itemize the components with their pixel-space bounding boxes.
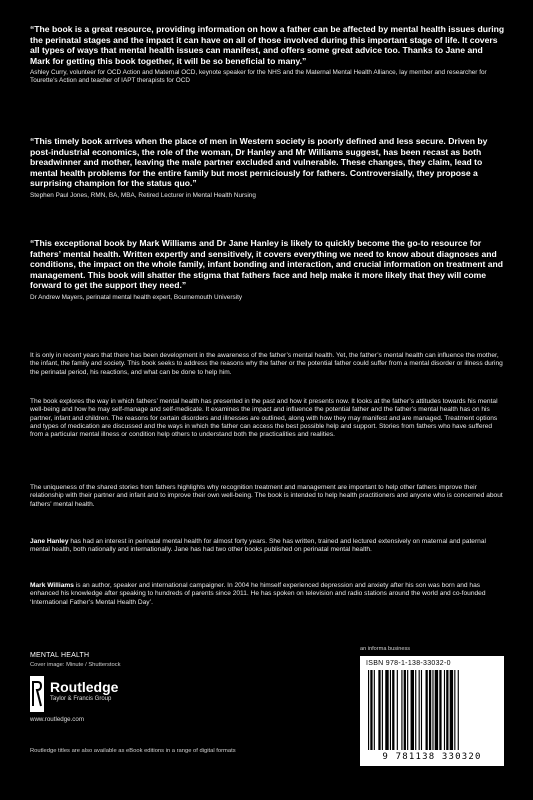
description-text: The book explores the way in which fathers’ mental health has presented in the past and how it presents now. It looks at the father’s attitudes towards his mental well-being and how he may self-manage and self-medicate. It examines the impact and influence the potential father and the father’s mental health has on his partner, infant and children. The reasons for certain disorders and illnesses are outlined, along with how they may manifest and are managed. Treatment options and types of medication are discussed and the ways in which the father can access the best possible help and support. Stories from fathers who have suffered from a particular mental illness or condition help others to understand both the practicalities and realities. [30, 398, 498, 439]
author-bio-text [30, 538, 505, 555]
barcode-digits: 9 781138 330320 [382, 752, 482, 762]
review-1 [30, 24, 505, 85]
review-3 [30, 238, 505, 302]
isbn-label: ISBN 978-1-138-33032-0 [366, 660, 451, 667]
isbn-barcode [360, 656, 504, 766]
publisher-website[interactable]: www.routledge.com [30, 716, 84, 723]
publisher-logo [30, 676, 150, 712]
author-bio: has had an interest in perinatal mental health for almost forty years. She has written, trained and lectured extensively on maternal and paternal mental health, both nationally and internationally. Jane has had two other books published on perinatal mental health. [30, 538, 486, 554]
description-paragraph-2 [30, 398, 505, 439]
author-bio-jane [30, 538, 505, 555]
series-label: MENTAL HEALTH [30, 652, 90, 659]
cover-image-credit: Cover image: Minute / Shutterstock [30, 662, 121, 668]
description-paragraph-1 [30, 352, 505, 377]
publisher-group: Taylor & Francis Group [50, 696, 112, 702]
author-bio-mark [30, 582, 505, 607]
ebook-note: Routledge titles are also available as eBook editions in a range of digital formats [30, 748, 236, 754]
review-2 [30, 136, 505, 200]
review-attribution: Stephen Paul Jones, RMN, BA, MBA, Retired Lecturer in Mental Health Nursing [30, 191, 256, 199]
description-text: The uniqueness of the shared stories from fathers highlights why recognition treatment and management are important to help other fathers improve their relationship with their partner and infant and to improve their own well-being. The book is intended to help health practitioners and anyone who is concerned about fathers’ mental health. [30, 484, 503, 508]
author-bio: is an author, speaker and international campaigner. In 2004 he himself experienced depression and anxiety after his son was born and has enhanced his knowledge after speaking to hundreds of parents since 2011. He has spoken on television and radio stations around the world and co-founded ‘International Father’s Mental Health Day’. [30, 582, 486, 606]
description-paragraph-3 [30, 484, 505, 509]
review-quote: “This timely book arrives when the place of men in Western society is poorly defined and less secure. Driven by post-industrial economics, the role of the woman, Dr Hanley and Mr Williams suggest, has been recast as both breadwinner and mother, leaving the male partner excluded and vulnerable. These changes, they claim, lead to mental health problems for the entire family but most perniciously for fathers. Controversially, they propose a surprising champion for the status quo.” [30, 136, 488, 189]
publisher-tagline: an informa business [360, 646, 411, 652]
barcode-bars-icon [366, 670, 498, 750]
review-quote: “This exceptional book by Mark Williams and Dr Jane Hanley is likely to quickly become the go-to resource for fathers’ mental health. Written expertly and sensitively, it covers everything we need to know about diagnoses and conditions, the impact on the whole family, infant bonding and interaction, and crucial information on treatment and management. This book will shatter the stigma that fathers face and help make it more likely that they will come forward to get the support they need.” [30, 238, 503, 291]
review-quote: “The book is a great resource, providing information on how a father can be affected by mental health issues during the perinatal stages and the impact it can have on all of those involved during this important stage of life. It covers all types of ways that mental health issues can manifest, and offers some great advice too. Thanks to Jane and Mark for getting this book together, it will be so beneficial to many.” [30, 24, 505, 66]
review-attribution: Ashley Curry, volunteer for OCD Action and Maternal OCD, keynote speaker for the NHS and the Maternal Mental Health Alliance, lay member and researcher for Tourette’s Action and teacher of IAPT therapists for OCD [30, 69, 487, 85]
description-text: It is only in recent years that there has been development in the awareness of the father’s mental health. Yet, the father’s mental health can influence the mother, the infant, the family and society. This book seeks to address the reasons why the father or the potential father could suffer from a mental disorder or illness during the perinatal period, his reactions, and what can be done to help him. [30, 352, 503, 376]
publisher-name: Routledge [50, 679, 119, 695]
author-name: Mark Williams [30, 582, 74, 589]
author-bio-text [30, 582, 505, 607]
routledge-logo-icon [30, 676, 44, 712]
author-name: Jane Hanley [30, 538, 69, 545]
review-attribution: Dr Andrew Mayers, perinatal mental health expert, Bournemouth University [30, 293, 243, 301]
